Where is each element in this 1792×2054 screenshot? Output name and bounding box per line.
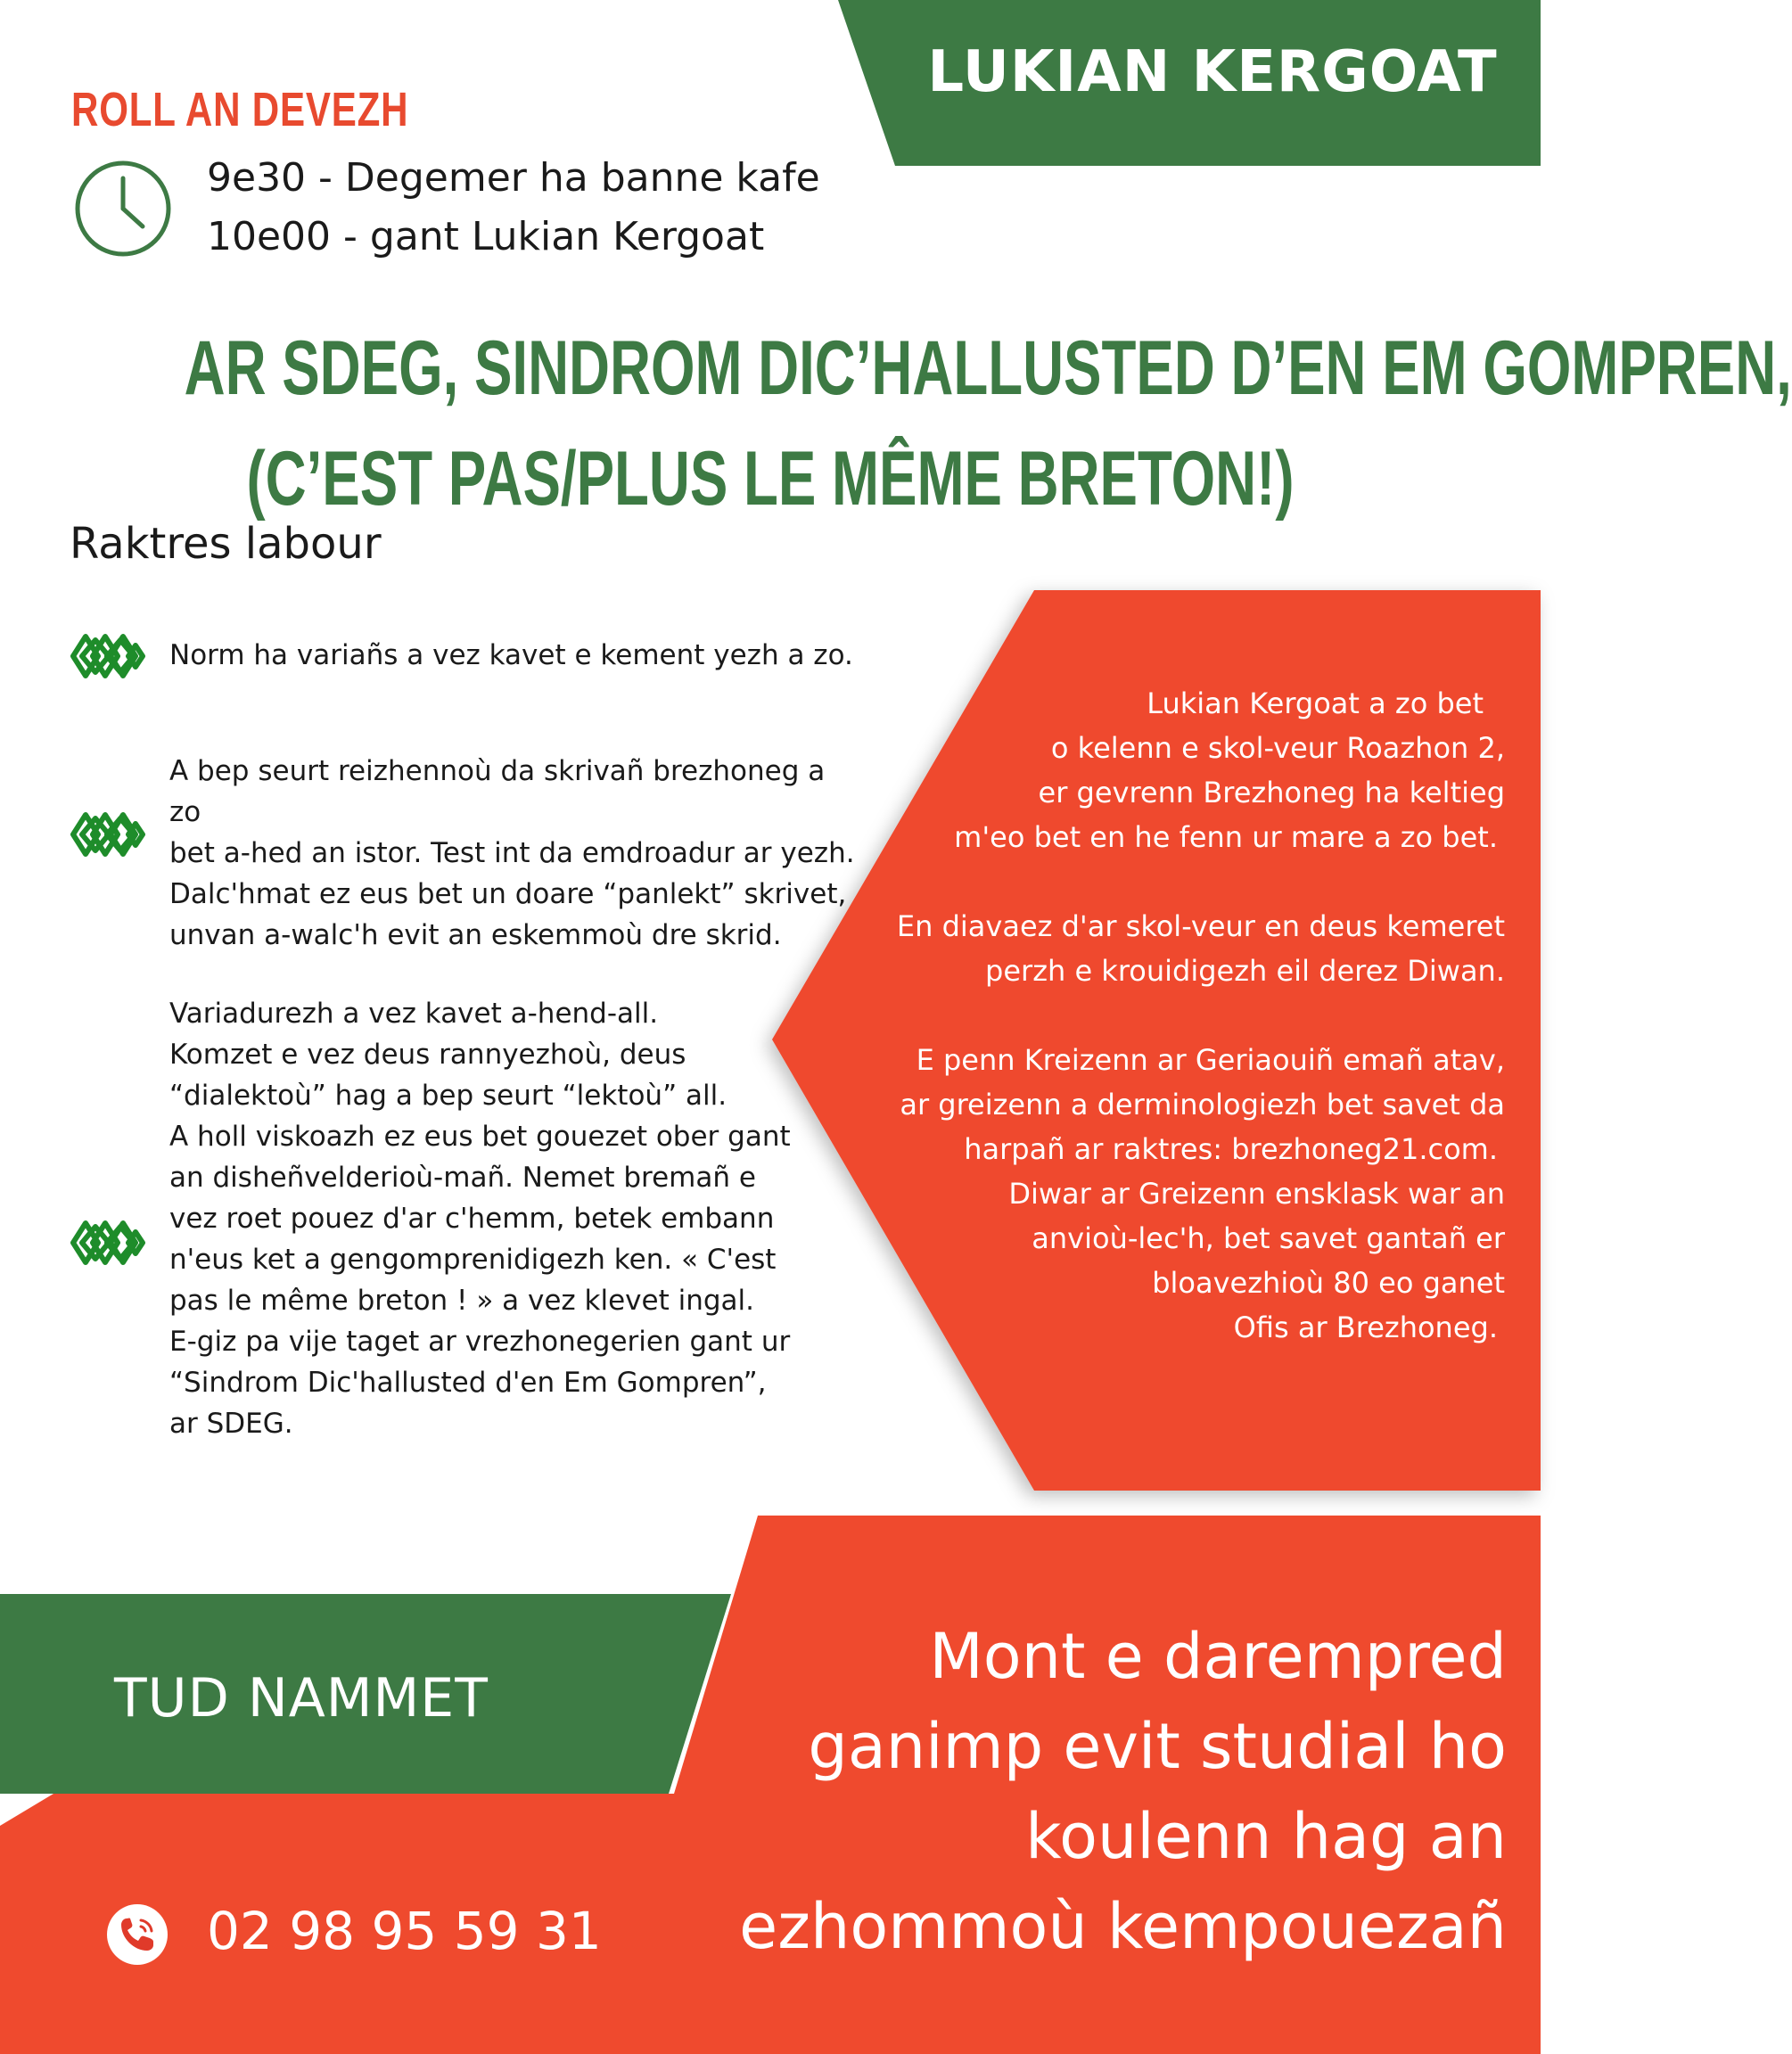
speaker-bio (856, 681, 1505, 1350)
program-item-3-line: “Sindrom Dic'hallusted d'en Em Gompren”, (169, 1367, 767, 1399)
speaker-name: LUKIAN KERGOAT (927, 39, 1498, 105)
celtic-knot-icon (70, 1218, 146, 1268)
bio-line: bloavezhioù 80 eo ganet (1152, 1266, 1505, 1300)
celtic-knot-icon (70, 631, 146, 681)
program-item-3-line: E-giz pa vije taget ar vrezhonegerien gant ur (169, 1326, 791, 1358)
program-item-3-line: ar SDEG. (169, 1408, 293, 1440)
schedule-title: ROLL AN DEVEZH (71, 83, 409, 136)
cta-line: ganimp evit studial ho (808, 1710, 1507, 1783)
program-item-3-line: Variadurezh a vez kavet a-hend-all. (169, 998, 659, 1030)
schedule-line-1: 9e30 - Degemer ha banne kafe (207, 155, 820, 201)
program-title: Raktres labour (70, 519, 382, 569)
bio-line: er gevrenn Brezhoneg ha keltieg (1038, 776, 1505, 809)
program-item-3-line: pas le même breton ! » a vez klevet ingal. (169, 1285, 755, 1317)
program-item-1 (169, 635, 865, 676)
program-item-2 (169, 751, 865, 956)
bio-line: Ofis ar Brezhoneg. (1233, 1310, 1498, 1344)
program-item-3 (169, 993, 865, 1444)
phone-icon (105, 1902, 169, 1967)
bio-line: Lukian Kergoat a zo bet (1147, 686, 1484, 720)
contact-title: TUD NAMMET (114, 1667, 489, 1729)
program-item-2-line: bet a-hed an istor. Test int da emdroadur ar yezh. (169, 837, 855, 869)
main-title-line-2: (C’EST PAS/PLUS LE MÊME BRETON!) (246, 436, 1295, 522)
program-item-1-line: Norm ha variañs a vez kavet e kement yezh a zo. (169, 639, 853, 671)
celtic-knot-icon (70, 809, 146, 859)
program-item-3-line: vez roet pouez d'ar c'hemm, betek embann (169, 1203, 775, 1235)
program-item-3-line: A holl viskoazh ez eus bet gouezet ober gant (169, 1121, 791, 1153)
bio-line: perzh e krouidigezh eil derez Diwan. (985, 954, 1505, 988)
clock-icon (73, 159, 173, 259)
cta-line: koulenn hag an (1025, 1800, 1507, 1873)
program-item-2-line: unvan a-walc'h evit an eskemmoù dre skrid. (169, 919, 782, 951)
bio-line: o kelenn e skol-veur Roazhon 2, (1050, 731, 1505, 765)
bio-line: harpañ ar raktres: brezhoneg21.com. (964, 1132, 1498, 1166)
program-item-3-line: an disheñvelderioù-mañ. Nemet bremañ e (169, 1162, 756, 1194)
program-item-2-line: A bep seurt reizhennoù da skrivañ brezhoneg a zo (169, 755, 826, 828)
bio-line: m'eo bet en he fenn ur mare a zo bet. (954, 820, 1498, 854)
bio-line: ar greizenn a derminologiezh bet savet da (900, 1088, 1505, 1121)
program-item-2-line: Dalc'hmat ez eus bet un doare “panlekt” skrivet, (169, 878, 847, 910)
phone-number[interactable]: 02 98 95 59 31 (207, 1901, 602, 1961)
bio-line: anvioù-lec'h, bet savet gantañ er (1032, 1221, 1505, 1255)
bio-line: En diavaez d'ar skol-veur en deus kemeret (896, 909, 1505, 943)
main-title-line-1: AR SDEG, SINDROM DIC’HALLUSTED D’EN EM GOMPREN, (184, 325, 1792, 411)
call-to-action (731, 1612, 1507, 1972)
bio-line: E penn Kreizenn ar Geriaouiñ emañ atav, (916, 1043, 1505, 1077)
cta-line: ezhommoù kempouezañ (739, 1890, 1507, 1963)
schedule-line-2: 10e00 - gant Lukian Kergoat (207, 214, 765, 259)
program-item-3-line: Komzet e vez deus rannyezhoù, deus (169, 1039, 686, 1071)
cta-line: Mont e darempred (929, 1620, 1507, 1693)
bio-line: Diwar ar Greizenn ensklask war an (1008, 1177, 1505, 1211)
program-item-3-line: n'eus ket a gengomprenidigezh ken. « C'est (169, 1244, 777, 1276)
program-item-3-line: “dialektoù” hag a bep seurt “lektoù” all. (169, 1080, 727, 1112)
